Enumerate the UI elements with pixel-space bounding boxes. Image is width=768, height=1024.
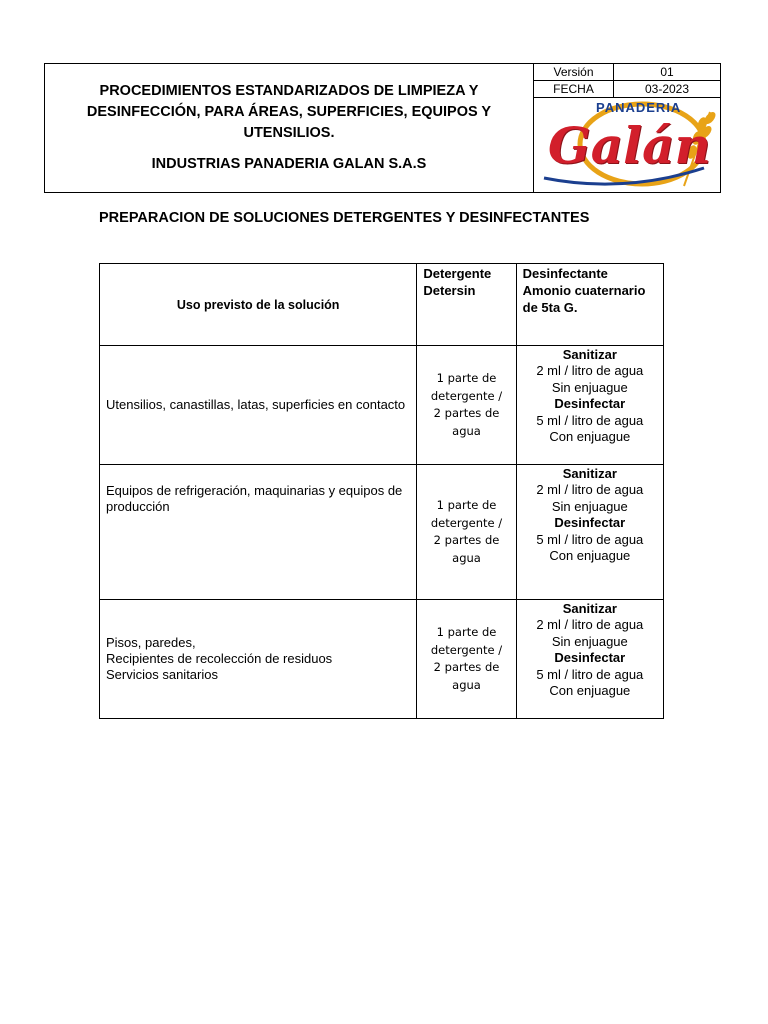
company-name: INDUSTRIAS PANADERIA GALAN S.A.S bbox=[151, 156, 427, 172]
use-line: Equipos de refrigeración, maquinarias y equipos de bbox=[106, 483, 403, 498]
disinfect-dose: 5 ml / litro de agua bbox=[536, 412, 644, 428]
sanitize-label: Sanitizar bbox=[562, 466, 617, 481]
disinfectant-cell bbox=[516, 346, 663, 465]
sanitize-note: Sin enjuague bbox=[551, 379, 628, 395]
solutions-table bbox=[99, 263, 664, 719]
header-detergent: Detergente Detersin bbox=[417, 264, 516, 346]
header-meta-block bbox=[534, 64, 720, 192]
date-row bbox=[534, 81, 720, 98]
detergent-line: detergente / bbox=[430, 642, 503, 657]
company-logo bbox=[534, 98, 720, 192]
date-value: 03-2023 bbox=[644, 82, 690, 96]
logo-main-text: Galán bbox=[548, 116, 711, 175]
disinfectant-cell bbox=[516, 465, 663, 600]
detergent-line: 1 parte de bbox=[436, 625, 497, 639]
detergent-line: agua bbox=[452, 550, 481, 565]
sanitize-dose: 2 ml / litro de agua bbox=[536, 482, 644, 498]
detergent-cell bbox=[417, 600, 516, 719]
use-line: producción bbox=[106, 499, 170, 514]
detergent-cell bbox=[417, 346, 516, 465]
sanitize-label: Sanitizar bbox=[562, 601, 617, 616]
version-value: 01 bbox=[660, 65, 674, 79]
date-label: FECHA bbox=[534, 81, 614, 97]
disinfect-label: Desinfectar bbox=[554, 396, 626, 412]
table-row bbox=[100, 346, 664, 465]
disinfectant-cell bbox=[516, 600, 663, 719]
section-title: PREPARACION DE SOLUCIONES DETERGENTES Y DESINFECTANTES bbox=[99, 210, 590, 226]
sanitize-note: Sin enjuague bbox=[551, 498, 628, 514]
detergent-line: 1 parte de bbox=[436, 371, 497, 385]
detergent-line: 2 partes de bbox=[433, 533, 500, 547]
sanitize-dose: 2 ml / litro de agua bbox=[536, 363, 644, 379]
detergent-line: 2 partes de bbox=[433, 406, 500, 420]
use-line: Pisos, paredes, bbox=[106, 635, 196, 650]
disinfect-note: Con enjuague bbox=[549, 683, 631, 699]
table-row bbox=[100, 465, 664, 600]
detergent-line: detergente / bbox=[430, 388, 503, 403]
use-line: Recipientes de recolección de residuos bbox=[106, 651, 333, 666]
detergent-line: 1 parte de bbox=[436, 498, 497, 512]
disinfect-dose: 5 ml / litro de agua bbox=[536, 666, 644, 682]
disinfect-label: Desinfectar bbox=[554, 650, 626, 666]
use-cell bbox=[100, 465, 417, 600]
disinfect-label: Desinfectar bbox=[554, 515, 626, 531]
sanitize-dose: 2 ml / litro de agua bbox=[536, 617, 644, 633]
detergent-line: agua bbox=[452, 423, 481, 438]
table-row bbox=[100, 600, 664, 719]
document-header bbox=[44, 63, 721, 193]
header-use: Uso previsto de la solución bbox=[100, 264, 417, 346]
header-title-block bbox=[45, 64, 534, 192]
use-cell bbox=[100, 346, 417, 465]
disinfect-note: Con enjuague bbox=[549, 429, 631, 445]
use-line: Servicios sanitarios bbox=[106, 667, 218, 682]
detergent-line: agua bbox=[452, 677, 481, 692]
disinfect-note: Con enjuague bbox=[549, 548, 631, 564]
use-cell bbox=[100, 600, 417, 719]
version-label: Versión bbox=[534, 64, 614, 80]
sanitize-note: Sin enjuague bbox=[551, 633, 628, 649]
disinfect-dose: 5 ml / litro de agua bbox=[536, 531, 644, 547]
table-header-row bbox=[100, 264, 664, 346]
logo-top-text: PANADERIA bbox=[596, 100, 682, 115]
detergent-line: detergente / bbox=[430, 515, 503, 530]
sanitize-label: Sanitizar bbox=[562, 347, 617, 362]
document-title: PROCEDIMIENTOS ESTANDARIZADOS DE LIMPIEZA Y DESINFECCIÓN, PARA ÁREAS, SUPERFICIES, EQUIPOS Y UTENSILIOS. bbox=[86, 83, 492, 141]
header-disinfectant: Desinfectante Amonio cuaternario de 5ta G. bbox=[516, 264, 663, 346]
version-row bbox=[534, 64, 720, 81]
detergent-cell bbox=[417, 465, 516, 600]
detergent-line: 2 partes de bbox=[433, 660, 500, 674]
use-line: Utensilios, canastillas, latas, superficies en contacto bbox=[106, 397, 406, 412]
